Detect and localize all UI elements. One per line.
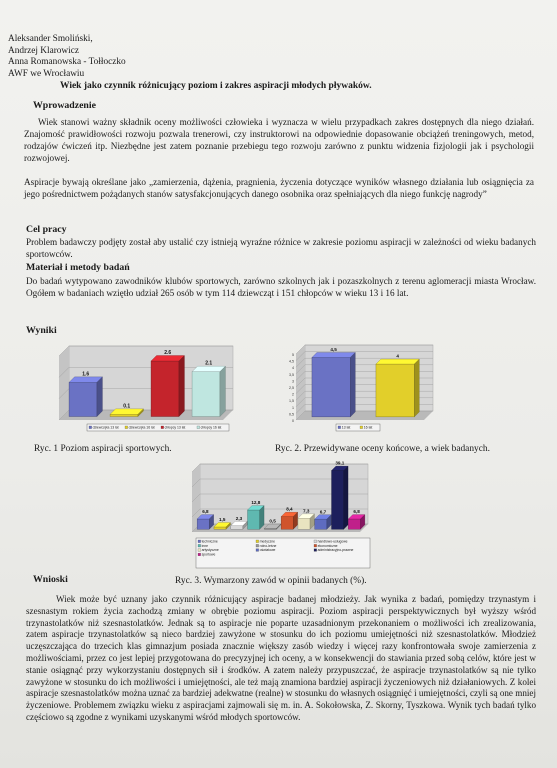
y-tick-label: 4,5: [289, 359, 294, 364]
legend-entry: 13 lat: [341, 425, 351, 430]
bar: [192, 372, 220, 417]
fig2-caption: Ryc. 2. Przewidywane oceny końcowe, a wiek badanych.: [275, 444, 490, 454]
legend-entry: oświatowe: [259, 548, 276, 553]
legend-swatch: [198, 540, 201, 543]
legend-entry: sportowe: [201, 552, 216, 557]
y-tick-label: 4: [292, 366, 294, 371]
method-paragraph: Do badań wytypowano zawodników klubów sportowych, zarówno szkolnych jak i pozaszkolnych z terenu aglomeracji miasta Wrocław. Ogółem w badaniach wziętło udział 265 osób w tym 114 dziewcząt i 151 chłopców w wieku 13 i 16 lat.: [26, 276, 536, 298]
legend-entry: handlowo-usługowe: [317, 539, 348, 544]
legend-entry: dziewczęta 16 lat: [128, 425, 155, 430]
author-name: Andrzej Klarowicz: [8, 45, 79, 56]
intro-heading: Wprowadzenie: [33, 100, 96, 111]
y-tick-label: 1,5: [289, 399, 294, 404]
data-label: 2.6: [164, 350, 172, 357]
legend-swatch: [198, 549, 201, 552]
bar-side: [350, 353, 355, 417]
legend-swatch: [314, 540, 317, 543]
bar: [197, 519, 209, 529]
chart-fig2: [282, 342, 442, 440]
legend-swatch: [256, 544, 259, 547]
bar-top: [376, 359, 419, 364]
method-heading: Materiał i metody badań: [26, 262, 130, 273]
goal-heading: Cel pracy: [26, 224, 67, 235]
data-label: 39,1: [335, 460, 345, 466]
legend-swatch: [360, 426, 363, 429]
intro-paragraph-1: Wiek stanowi ważny składnik oceny możliwości człowieka i wyznacza w wielu przypadkach zakres dostępnych dla niego działań. Znajomość prawidłowości rozwoju pozwala trenerowi, czy instruktorowi na odpowiednie dopasowanie obciążeń treningowych, metod, rodzajów ćwiczeń itp. Niezbędne jest zatem poznanie przebiegu tego rozwoju zarówno z punktu widzenia fizjologii jak i psychologii rozwojowej.: [24, 117, 534, 163]
authors-block: [8, 34, 126, 80]
legend-entry: inne: [201, 543, 209, 548]
legend-swatch: [256, 540, 259, 543]
legend-entry: ekonomiczne: [317, 543, 338, 548]
bar-top: [192, 366, 225, 372]
data-label: 12,8: [251, 500, 261, 506]
legend-swatch: [161, 426, 164, 429]
bar-side: [179, 356, 185, 417]
legend-swatch: [338, 426, 341, 429]
data-label: 4,5: [330, 347, 337, 352]
author-name: Anna Romanowska - Tołłoczko: [8, 57, 126, 68]
data-label: 6,8: [202, 509, 209, 515]
legend-swatch: [198, 553, 201, 556]
y-tick-label: 3,5: [289, 372, 294, 377]
fig1-caption: Ryc. 1 Poziom aspiracji sportowych.: [34, 444, 172, 454]
legend-entry: administracyjno-prawne: [317, 548, 354, 553]
y-tick-label: 1: [292, 405, 294, 410]
data-label: 2.1: [205, 360, 213, 367]
bar-top: [312, 353, 355, 358]
legend-swatch: [198, 544, 201, 547]
data-label: 0,5: [269, 518, 276, 524]
legend-swatch: [125, 426, 128, 429]
bar-top: [151, 356, 184, 362]
bar: [214, 527, 226, 529]
bar: [151, 361, 179, 416]
bar-top: [110, 409, 143, 415]
bar: [348, 519, 360, 529]
bar-side: [414, 359, 419, 417]
data-label: 7,3: [303, 508, 310, 514]
legend-swatch: [197, 426, 200, 429]
bar-side: [344, 466, 348, 529]
fig3-caption: Ryc. 3. Wymarzony zawód w opinii badanych (%).: [175, 576, 367, 586]
intro-paragraph-2: Aspiracje bywają określane jako „zamierzenia, dążenia, pragnienia, życzenia dotyczące wyników własnego działania lub osiągnięcia za jego pośrednictwem pożądanych stanów satysfakcjonujących danego osobnika oraz spełniających dla niego funkcję nagrody”: [24, 177, 534, 199]
legend-swatch: [314, 544, 317, 547]
bar-side: [97, 377, 103, 417]
bar: [312, 357, 350, 416]
data-label: 2,3: [235, 515, 243, 521]
data-label: 4: [396, 353, 399, 359]
legend-entry: artystyczne: [201, 548, 219, 553]
bar: [248, 510, 260, 529]
bar: [231, 526, 243, 529]
data-label: 1.6: [82, 371, 90, 378]
y-tick-label: 2: [292, 392, 294, 397]
bar: [298, 518, 310, 529]
bar: [69, 382, 97, 416]
legend-entry: 16 lat: [363, 425, 373, 430]
legend-entry: chłopcy 13 lat: [164, 425, 186, 430]
chart-side-wall: [59, 346, 69, 420]
y-tick-label: 0: [292, 419, 294, 423]
y-tick-label: 2,5: [289, 386, 294, 390]
data-label: 1,5: [219, 517, 226, 523]
data-label: 0.1: [123, 403, 131, 410]
goal-paragraph: Problem badawczy podjęty został aby ustalić czy istnieją wyraźne różnice w zakresie poziomu aspiracji w zależności od wieku badanych sportowców.: [26, 237, 536, 259]
legend-swatch: [256, 549, 259, 552]
conclusions-paragraph: Wiek może być uznany jako czynnik różnicujący aspiracje badanej młodzieży. Jak wynika z badań, pomiędzy trzynastym i szesnastym rokiem życia zachodzą zmiany w obrębie poziomu aspiracji. Poziom aspiracji perspektywicznych był wyższy wśród trzynastolatków niż szesnastolatków. Jednak są to aspiracje nie poparte uzasadnionym przekonaniem o możliwości ich zrealizowania, zatem aspiracje trzynastolatków są nieco bardziej zawyżone w stosunku do ich poziomu umiejętności niż szesnastolatków. Młodzież uczęszczająca do trzecich klas gimnazjum posiada znacznie większy zasób wiedzy i więcej razy konfrontowała swoje zamierzenia z możliwościami, przez co jest lepiej przygotowana do precyzyjnej ich oceny, a w konsekwencji do stawiania przed sobą celów, które jest w stanie osiągnąć przy wykorzystaniu dostępnych sił i środków. A zatem należy przypuszczać, że aspiracje trzynastolatków są nie tylko zawyżone w stosunku do ich możliwości i umiejętności, ale też mają znamiona bardziej aspiracji życzeniowych niż działaniowych. Z kolei aspiracje szesnastolatków można uznać za bardziej adekwatne (realne) w stosunku do własnych osiągnięć i umiejętności, czyli są one mniej życzeniowe. Problemem związku wieku z aspiracjami zajmowali się m. in. A. Sokołowska, Z. Skorny, Tyszkowa. Wynik tych badań tylko częściowo są zgodne z wynikami uzyskanymi wśród młodych sportowców.: [26, 594, 536, 722]
paper-title: Wiek jako czynnik różnicujący poziom i zakres aspiracji młodych pływaków.: [60, 81, 372, 91]
legend-swatch: [89, 426, 92, 429]
legend-entry: medyczne: [259, 539, 276, 544]
legend-entry: chłopcy 16 lat: [200, 425, 222, 430]
bar: [332, 471, 344, 530]
legend-swatch: [314, 549, 317, 552]
legend-entry: dziewczęta 13 lat: [92, 425, 119, 430]
author-name: Aleksander Smoliński,: [8, 34, 93, 44]
bar: [110, 414, 138, 416]
results-heading: Wyniki: [26, 325, 57, 336]
data-label: 6,8: [353, 509, 360, 515]
bar: [376, 364, 414, 417]
chart-fig1: [55, 338, 245, 440]
author-affiliation: AWF we Wrocławiu: [8, 68, 85, 79]
data-label: 6,7: [319, 509, 327, 515]
y-tick-label: 3: [292, 379, 294, 384]
conclusions-heading: Wnioski: [33, 574, 68, 585]
chart-fig3: [188, 460, 374, 576]
legend-entry: techniczne: [201, 539, 218, 544]
bar-side: [260, 506, 264, 530]
bar: [315, 519, 327, 529]
legend-entry: rolno-leśne: [259, 543, 277, 548]
bar-top: [69, 377, 102, 383]
data-label: 8,4: [286, 506, 293, 512]
y-tick-label: 5: [292, 353, 294, 357]
y-tick-label: 0,5: [289, 412, 294, 417]
bar: [281, 517, 293, 530]
bar-side: [220, 366, 226, 416]
